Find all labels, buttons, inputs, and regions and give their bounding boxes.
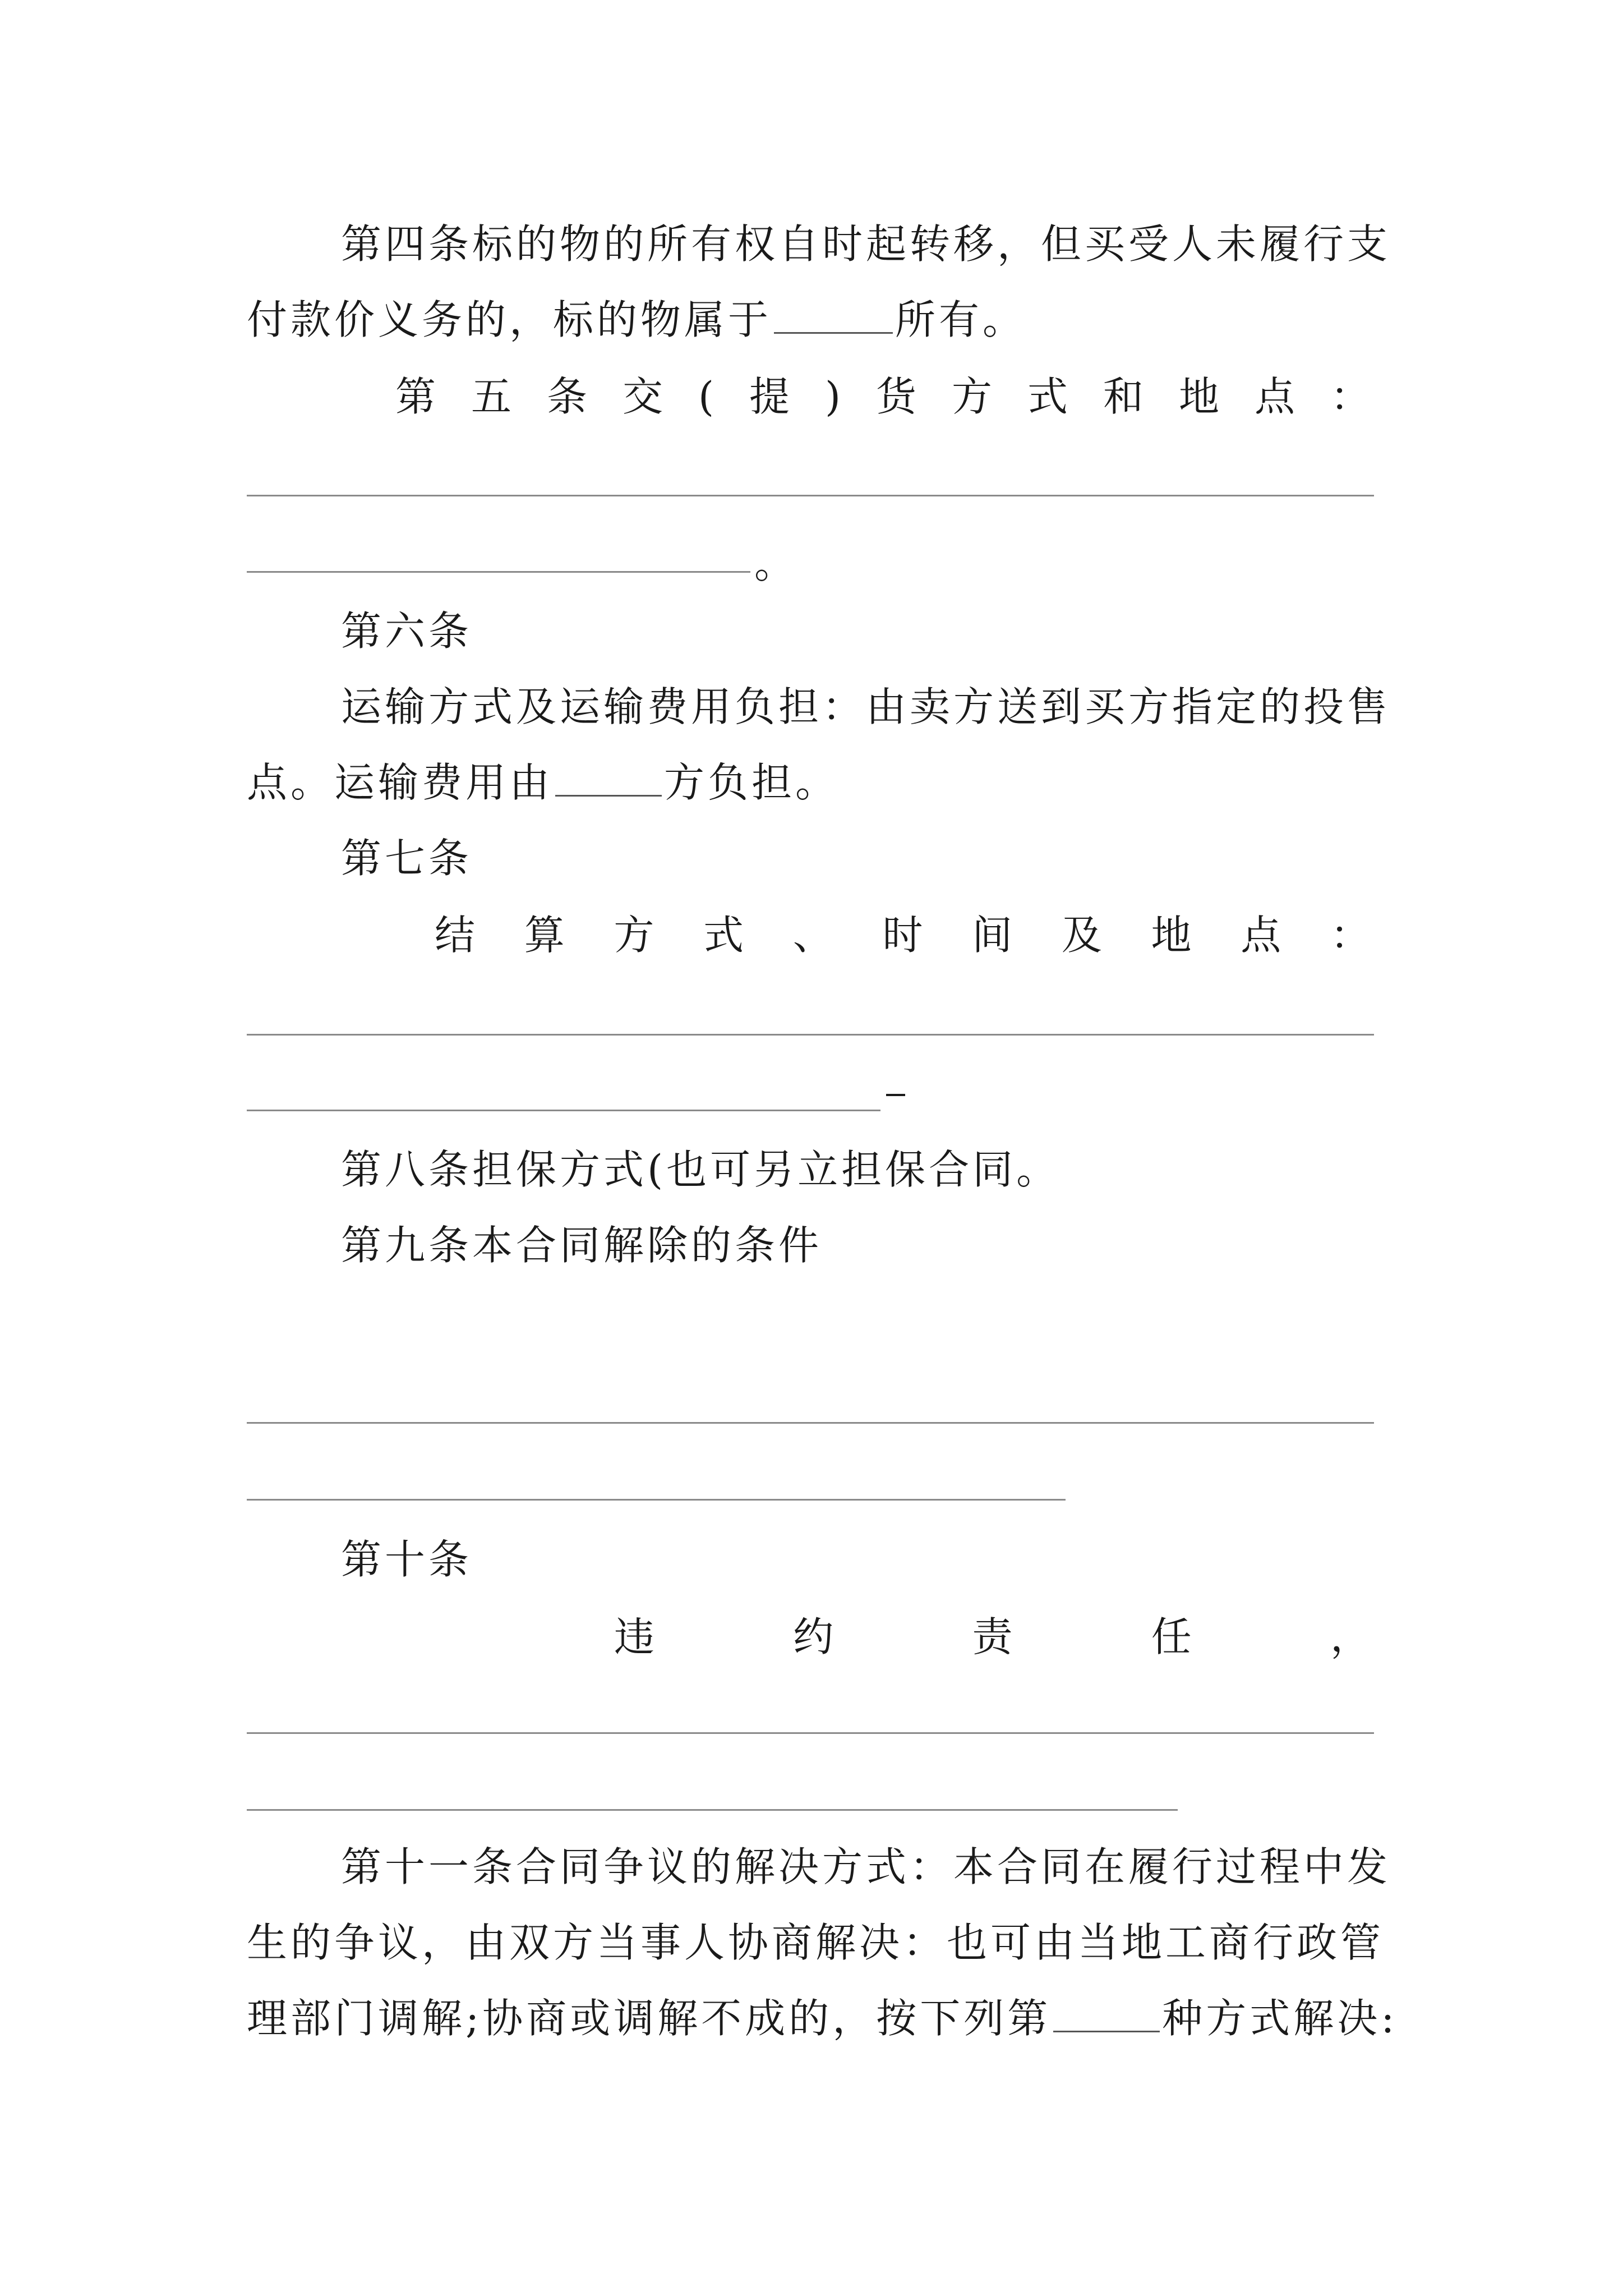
- article10-heading: 第十条: [341, 1536, 473, 1583]
- article11-line2: 生的争议，由双方当事人协商解决：也可由当地工商行政管: [247, 1919, 1385, 1966]
- article10-fill-line-2: [247, 1809, 1178, 1811]
- article5-heading-char: 条: [546, 373, 591, 420]
- article6-text-before: 点。运输费用由: [247, 759, 554, 806]
- article5-fill-line-2: [247, 571, 750, 573]
- owner-blank: [774, 296, 893, 334]
- article6-heading: 第六条: [341, 608, 473, 655]
- article11-text-before: 理部门调解;协商或调解不成的，按下列第: [247, 1995, 1052, 2042]
- article10-heading-spread: [614, 1609, 1374, 1665]
- article4-text-after: 所有。: [895, 296, 1027, 343]
- article9-text: 第九条本合同解除的条件: [341, 1222, 823, 1269]
- article5-heading: [395, 369, 1374, 425]
- article5-heading-char: 方: [952, 373, 996, 420]
- article7-fill-line-1: [247, 1034, 1374, 1036]
- article5-heading-char: 点: [1254, 373, 1298, 420]
- article7-heading-char: 及: [1061, 912, 1105, 959]
- article10-heading-char: 违: [614, 1613, 658, 1660]
- article7-heading-char: 结: [435, 912, 479, 959]
- article7-heading-spread: [435, 907, 1374, 963]
- article11-line3: [247, 1990, 1398, 2046]
- article7-trailing-dash: [886, 1094, 905, 1096]
- article10-heading-char: 约: [793, 1613, 837, 1660]
- article7-heading-char: 、: [792, 912, 837, 959]
- article4-line2: [247, 292, 1374, 348]
- article4-line1: 第四条标的物的所有权自时起转移，但买受人未履行支: [341, 220, 1391, 268]
- article5-heading-char: (: [698, 373, 718, 420]
- article5-heading-char: 提: [749, 373, 794, 420]
- article10-heading-char: 责: [972, 1613, 1016, 1660]
- article5-end-mark: 。: [754, 540, 795, 587]
- article7-heading-char: 方: [614, 912, 658, 959]
- article5-heading-char: 和: [1103, 373, 1147, 420]
- article7-heading-char: 时: [882, 912, 926, 959]
- article7-fill-line-2: [247, 1110, 880, 1111]
- article9-fill-line-1: [247, 1422, 1374, 1424]
- article7-heading-char: 式: [703, 912, 748, 959]
- article6-text-after: 方负担。: [664, 759, 840, 806]
- article5-heading-char: 式: [1027, 373, 1072, 420]
- article5-heading-char: 交: [622, 373, 666, 420]
- article11-line1: 第十一条合同争议的解决方式：本合同在履行过程中发: [341, 1843, 1391, 1890]
- dispute-method-blank: [1053, 1995, 1160, 2032]
- freight-party-blank: [555, 759, 662, 797]
- article5-heading-char: 第: [395, 373, 440, 420]
- article7-heading: 第七条: [341, 835, 473, 882]
- article5-heading-char: 五: [471, 373, 515, 420]
- article7-heading-char: ：: [1330, 912, 1374, 959]
- article7-heading-char: 地: [1151, 912, 1195, 959]
- article11-text-after: 种方式解决:: [1162, 1995, 1398, 2042]
- article5-heading-char: ): [824, 373, 845, 420]
- article5-fill-line-1: [247, 495, 1374, 496]
- article6-line1: 运输方式及运输费用负担：由卖方送到买方指定的投售: [341, 683, 1391, 730]
- article10-fill-line-1: [247, 1732, 1374, 1734]
- article10-heading-char: ，: [1330, 1613, 1374, 1660]
- article5-heading-char: 货: [876, 373, 920, 420]
- article6-line2: [247, 754, 1374, 811]
- article8-text: 第八条担保方式(也可另立担保合同。: [341, 1146, 1061, 1193]
- article9-fill-line-2: [247, 1499, 1066, 1501]
- article10-heading-char: 任: [1151, 1613, 1195, 1660]
- article5-heading-char: ：: [1330, 373, 1374, 420]
- article7-heading-char: 算: [524, 912, 568, 959]
- article4-text-before: 付款价义务的，标的物属于: [247, 296, 772, 343]
- article7-heading-char: 间: [972, 912, 1016, 959]
- article5-heading-char: 地: [1178, 373, 1223, 420]
- article7-heading-char: 点: [1241, 912, 1285, 959]
